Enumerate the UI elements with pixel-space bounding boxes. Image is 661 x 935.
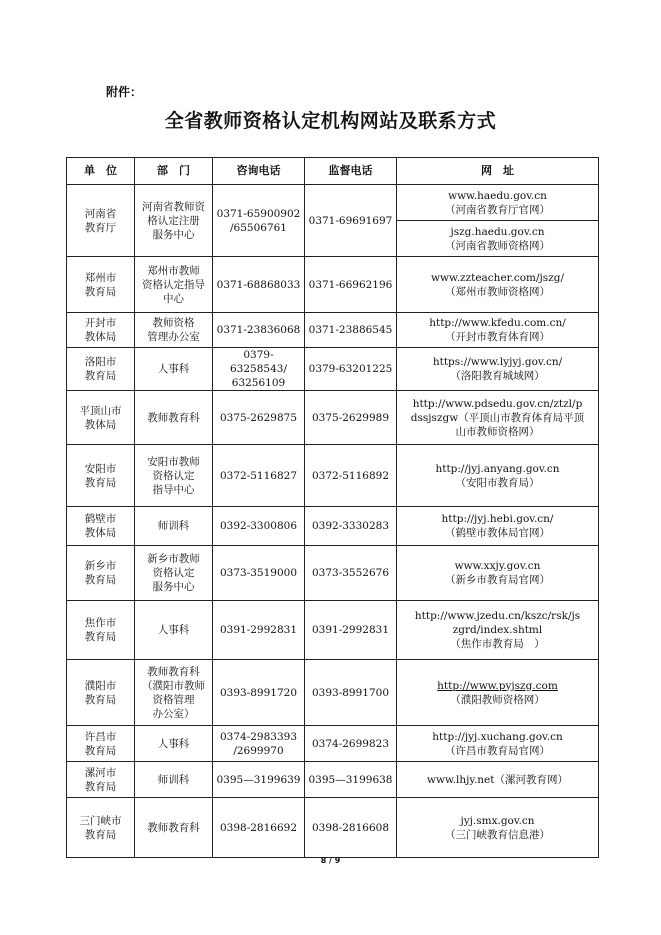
header-consult-phone: 咨询电话: [213, 158, 305, 185]
cell-dept: 师训科: [135, 507, 213, 546]
website-link[interactable]: http://www.pyjszg.com: [437, 679, 558, 692]
cell-website: www.lhjy.net（漯河教育网）: [397, 762, 599, 798]
cell-website: www.zzteacher.com/jszg/ （郑州市教师资格网）: [397, 257, 599, 313]
cell-consult-phone: 0395—3199639: [213, 762, 305, 798]
cell-unit: 平顶山市 教体局: [67, 391, 135, 445]
page-number: 8 / 9: [320, 856, 341, 865]
cell-unit: 新乡市 教育局: [67, 546, 135, 601]
table-row: [67, 257, 599, 313]
cell-supervise-phone: 0374-2699823: [305, 726, 397, 762]
header-website: 网 址: [397, 158, 599, 185]
cell-consult-phone: 0398-2816692: [213, 798, 305, 858]
table-row: [67, 507, 599, 546]
cell-website: jszg.haedu.gov.cn （河南省教师资格网）: [397, 221, 599, 257]
cell-website: http://jyj.anyang.gov.cn （安阳市教育局）: [397, 445, 599, 507]
cell-dept: 教师资格 管理办公室: [135, 313, 213, 348]
cell-dept: 河南省教师资 格认定注册 服务中心: [135, 185, 213, 257]
cell-dept: 人事科: [135, 348, 213, 391]
cell-dept: 安阳市教师 资格认定 指导中心: [135, 445, 213, 507]
cell-supervise-phone: 0371-23886545: [305, 313, 397, 348]
page-title: 全省教师资格认定机构网站及联系方式: [164, 110, 497, 132]
cell-unit: 三门峡市 教育局: [67, 798, 135, 858]
cell-unit: 濮阳市 教育局: [67, 660, 135, 726]
cell-consult-phone: 0379-63258543/ 63256109: [213, 348, 305, 391]
attachment-label: 附件：: [106, 85, 143, 99]
cell-supervise-phone: 0379-63201225: [305, 348, 397, 391]
website-note: （濮阳教师资格网）: [450, 693, 545, 706]
cell-consult-phone: 0391-2992831: [213, 601, 305, 660]
cell-dept: 教师教育科 （濮阳市教师 资格管理 办公室）: [135, 660, 213, 726]
cell-dept: 新乡市教师 资格认定 服务中心: [135, 546, 213, 601]
cell-consult-phone: 0372-5116827: [213, 445, 305, 507]
cell-dept: 人事科: [135, 601, 213, 660]
cell-unit: 许昌市 教育局: [67, 726, 135, 762]
header-dept: 部 门: [135, 158, 213, 185]
cell-supervise-phone: 0371-69691697: [305, 185, 397, 257]
cell-consult-phone: 0373-3519000: [213, 546, 305, 601]
table-row: [67, 798, 599, 858]
cell-website: [397, 660, 599, 726]
table-row: [67, 185, 599, 221]
cell-website: http://www.pdsedu.gov.cn/ztzl/p dssjszgw（平顶山市教育体育局平顶 山市教师资格网）: [397, 391, 599, 445]
cell-supervise-phone: 0393-8991700: [305, 660, 397, 726]
cell-supervise-phone: 0395—3199638: [305, 762, 397, 798]
cell-consult-phone: 0393-8991720: [213, 660, 305, 726]
cell-unit: 洛阳市 教育局: [67, 348, 135, 391]
table-row: [67, 601, 599, 660]
table-row: [67, 546, 599, 601]
cell-dept: 人事科: [135, 726, 213, 762]
cell-dept: 师训科: [135, 762, 213, 798]
cell-unit: 开封市 教体局: [67, 313, 135, 348]
cell-unit: 河南省 教育厅: [67, 185, 135, 257]
cell-consult-phone: 0371-68868033: [213, 257, 305, 313]
cell-consult-phone: 0392-3300806: [213, 507, 305, 546]
header-supervise-phone: 监督电话: [305, 158, 397, 185]
cell-unit: 鹤壁市 教体局: [67, 507, 135, 546]
cell-supervise-phone: 0392-3330283: [305, 507, 397, 546]
table-row: [67, 726, 599, 762]
contacts-table: [66, 157, 599, 858]
cell-unit: 漯河市 教育局: [67, 762, 135, 798]
cell-dept: 教师教育科: [135, 391, 213, 445]
cell-website: https://www.lyjyj.gov.cn/ （洛阳教育城域网）: [397, 348, 599, 391]
cell-unit: 安阳市 教育局: [67, 445, 135, 507]
cell-unit: 郑州市 教育局: [67, 257, 135, 313]
cell-unit: 焦作市 教育局: [67, 601, 135, 660]
cell-supervise-phone: 0373-3552676: [305, 546, 397, 601]
table-row: [67, 445, 599, 507]
table-row: [67, 660, 599, 726]
cell-website: www.xxjy.gov.cn （新乡市教育局官网）: [397, 546, 599, 601]
cell-consult-phone: 0371-65900902 /65506761: [213, 185, 305, 257]
cell-supervise-phone: 0398-2816608: [305, 798, 397, 858]
table-row: [67, 391, 599, 445]
table-row: [67, 348, 599, 391]
cell-consult-phone: 0375-2629875: [213, 391, 305, 445]
cell-website: www.haedu.gov.cn （河南省教育厅官网）: [397, 185, 599, 221]
table-row: [67, 313, 599, 348]
cell-consult-phone: 0374-2983393 /2699970: [213, 726, 305, 762]
table-header-row: [67, 158, 599, 185]
cell-dept: 教师教育科: [135, 798, 213, 858]
cell-supervise-phone: 0371-66962196: [305, 257, 397, 313]
cell-supervise-phone: 0372-5116892: [305, 445, 397, 507]
cell-website: http://jyj.xuchang.gov.cn （许昌市教育局官网）: [397, 726, 599, 762]
header-unit: 单 位: [67, 158, 135, 185]
cell-dept: 郑州市教师 资格认定指导 中心: [135, 257, 213, 313]
cell-website: http://www.jzedu.cn/kszc/rsk/js zgrd/index.shtml （焦作市教育局 ）: [397, 601, 599, 660]
cell-website: http://jyj.hebi.gov.cn/ （鹤壁市教体局官网）: [397, 507, 599, 546]
cell-consult-phone: 0371-23836068: [213, 313, 305, 348]
cell-website: http://www.kfedu.com.cn/ （开封市教育体育网）: [397, 313, 599, 348]
cell-supervise-phone: 0391-2992831: [305, 601, 397, 660]
table-row: [67, 762, 599, 798]
cell-supervise-phone: 0375-2629989: [305, 391, 397, 445]
cell-website: jyj.smx.gov.cn （三门峡教育信息港）: [397, 798, 599, 858]
